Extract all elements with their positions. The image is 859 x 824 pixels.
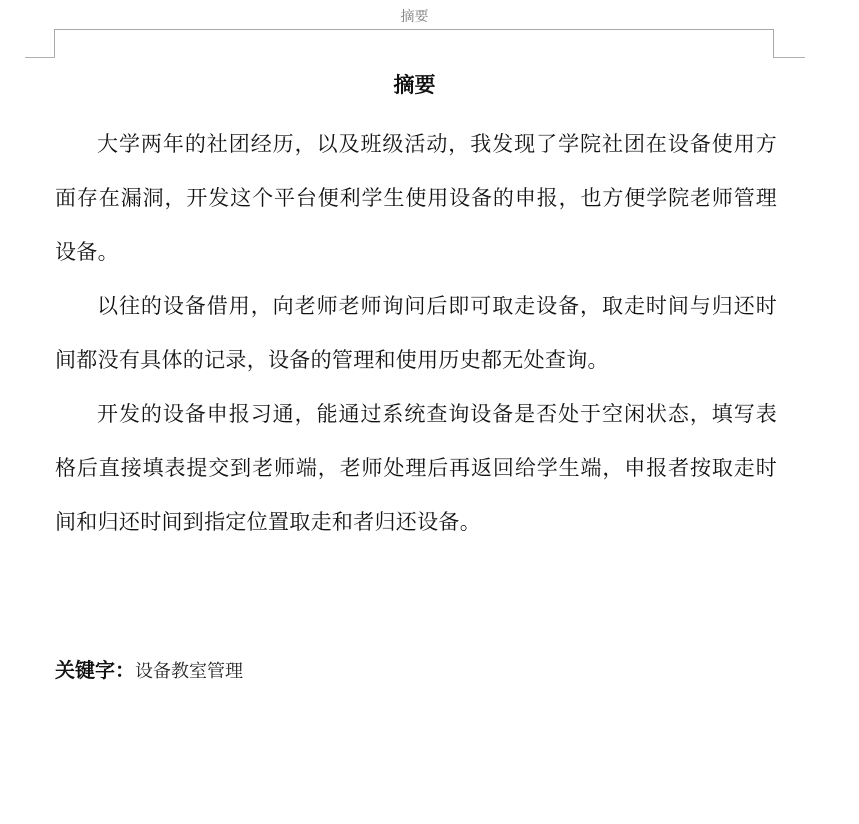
abstract-body xyxy=(55,117,777,549)
header-margin-mark-right xyxy=(774,57,805,58)
header-label: 摘要 xyxy=(400,9,429,25)
abstract-paragraph-1: 大学两年的社团经历，以及班级活动，我发现了学院社团在设备使用方面存在漏洞，开发这个平台便利学生使用设备的申报，也方便学院老师管理设备。 xyxy=(55,132,777,264)
header-margin-mark-left xyxy=(25,57,55,58)
keywords-label: 关键字： xyxy=(55,658,135,682)
abstract-title: 摘要 xyxy=(393,73,436,97)
keywords-value: 设备教室管理 xyxy=(135,661,243,682)
keywords-line xyxy=(55,654,243,688)
abstract-paragraph-2: 以往的设备借用，向老师老师询问后即可取走设备，取走时间与归还时间都没有具体的记录，设备的管理和使用历史都无处查询。 xyxy=(55,294,777,372)
abstract-paragraph-3: 开发的设备申报习通，能通过系统查询设备是否处于空闲状态，填写表格后直接填表提交到老师端，老师处理后再返回给学生端，申报者按取走时间和归还时间到指定位置取走和者归还设备。 xyxy=(55,402,777,534)
header-boundary xyxy=(54,29,774,58)
